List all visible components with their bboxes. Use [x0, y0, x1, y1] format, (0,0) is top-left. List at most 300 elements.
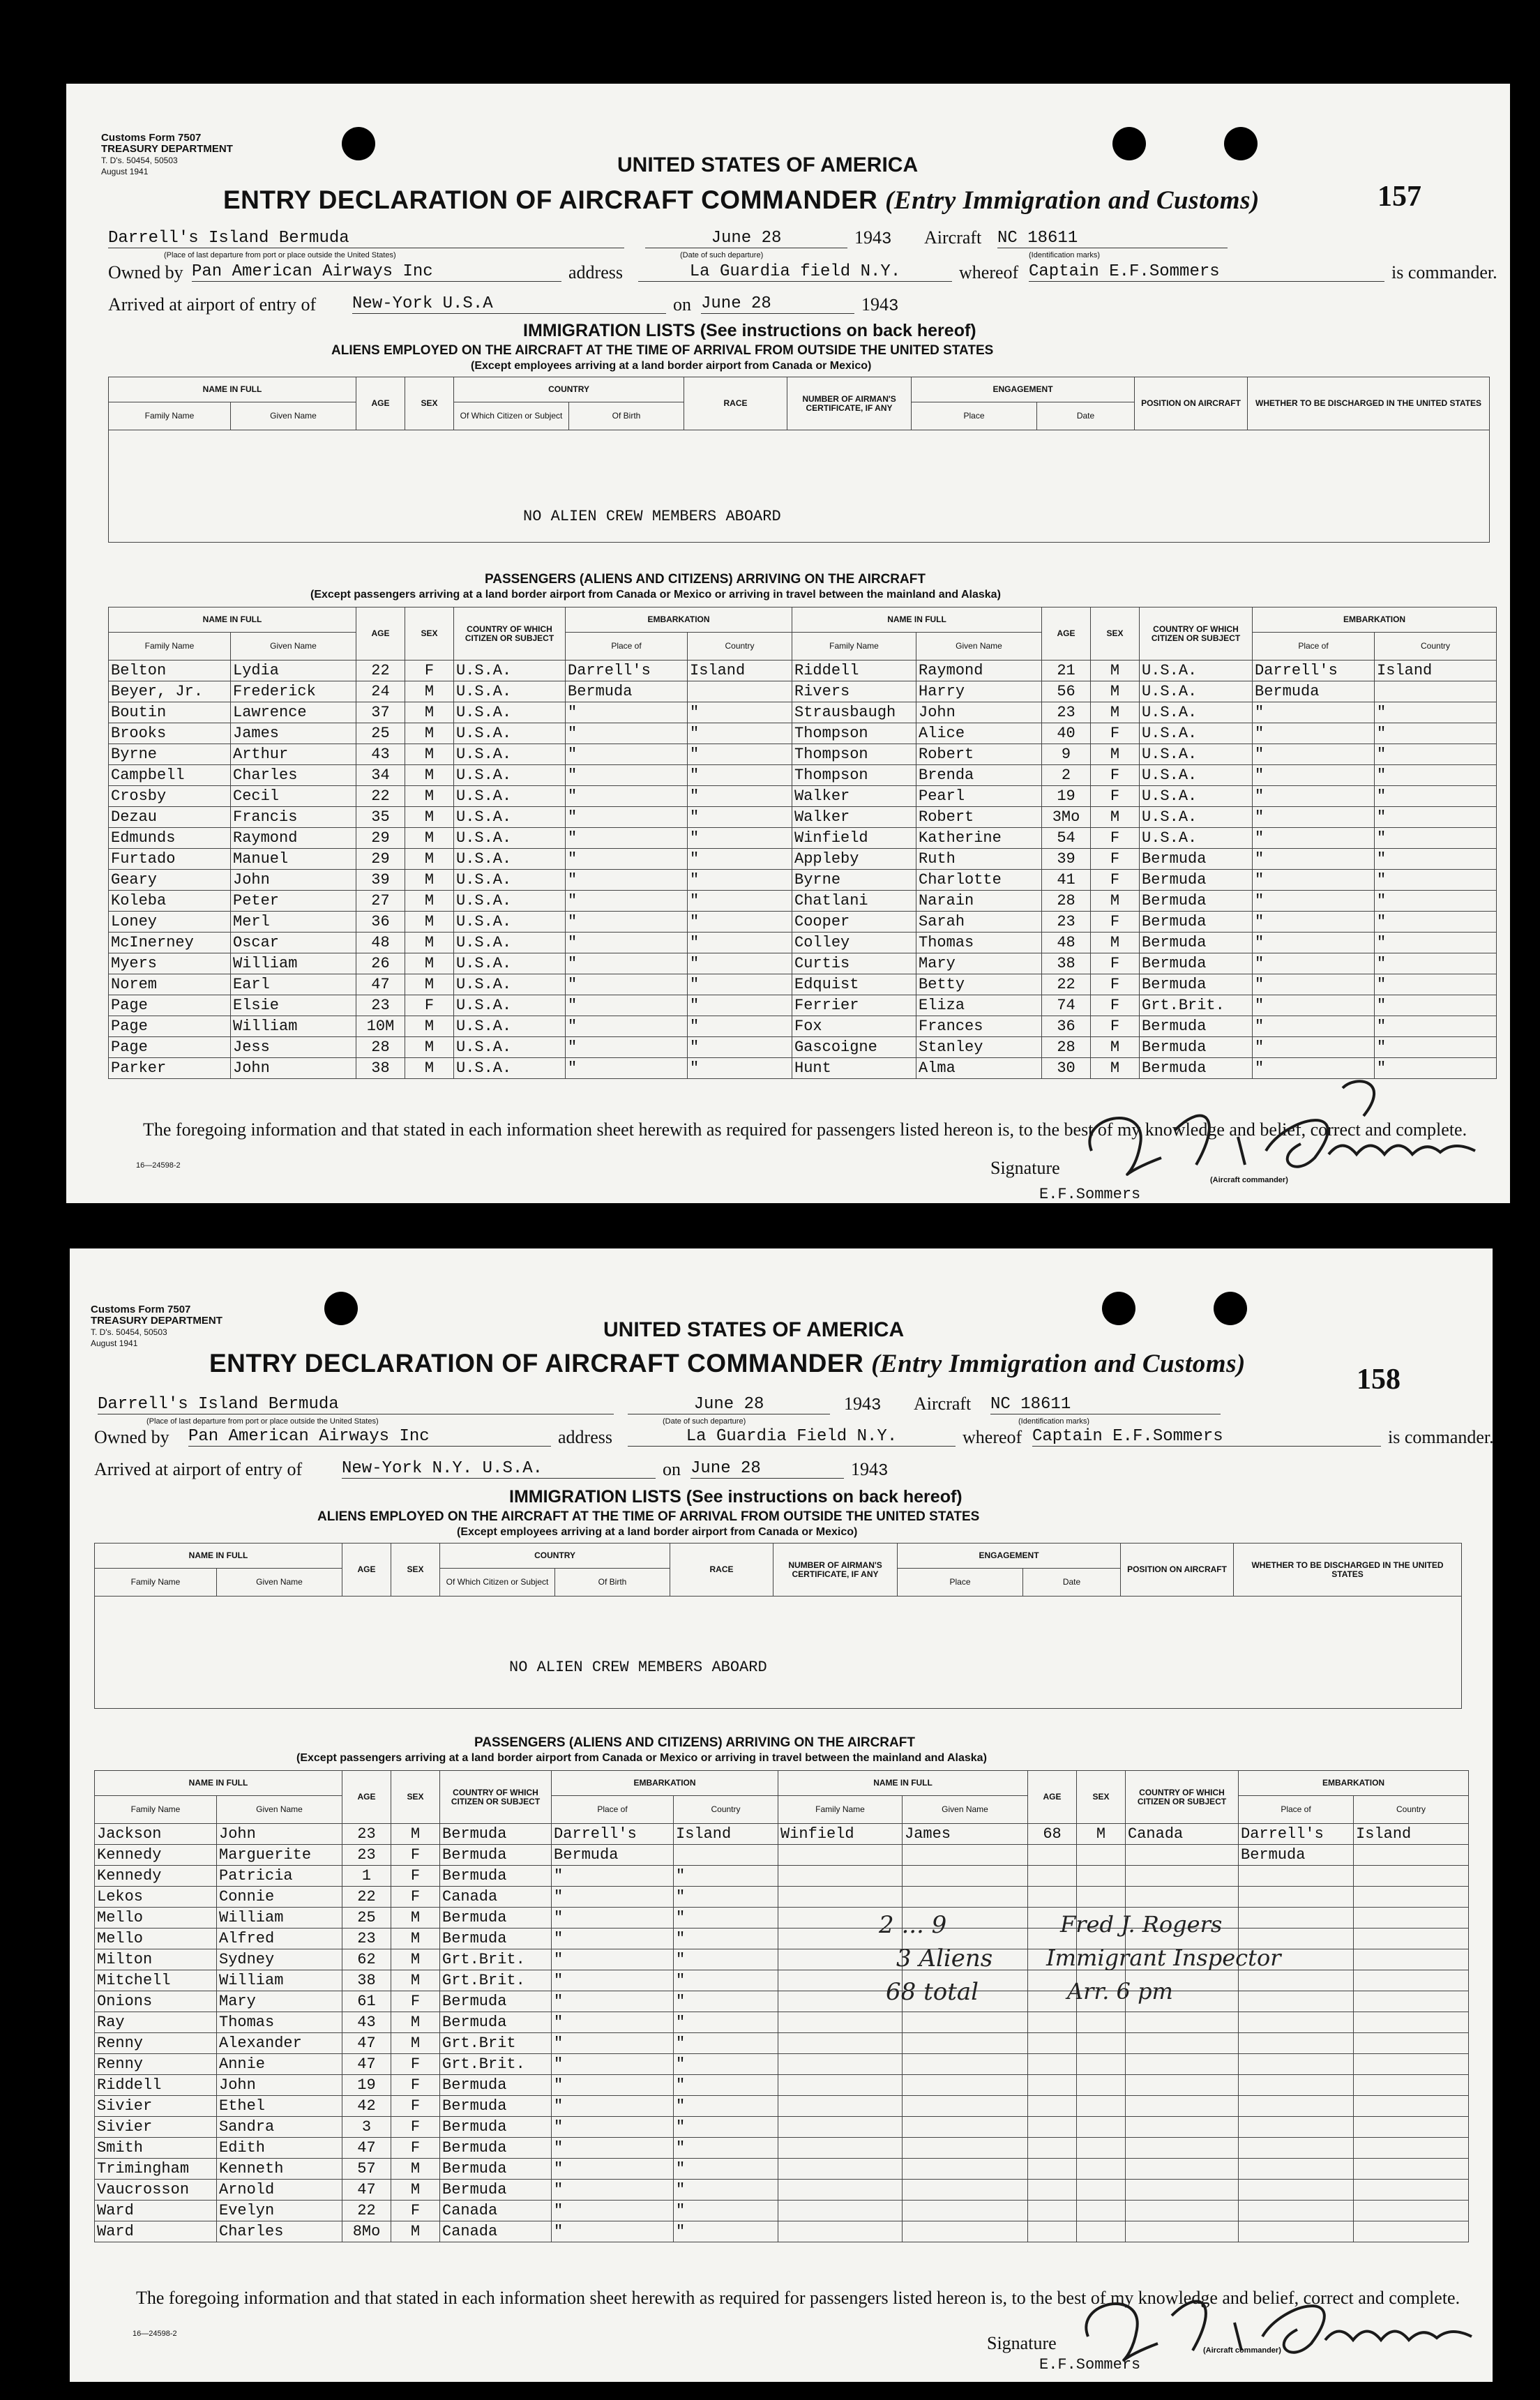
passenger-country: Island [674, 1824, 778, 1845]
passenger-age: 24 [356, 681, 405, 702]
passenger-given: Lydia [231, 661, 356, 681]
passenger-family: Fox [792, 1016, 916, 1037]
passenger-citizen: Bermuda [1140, 849, 1253, 870]
passenger-age: 19 [342, 2075, 391, 2096]
handwritten-inspector-title: Immigrant Inspector [1046, 1945, 1281, 1971]
passenger-family: Smith [95, 2138, 217, 2159]
passenger-family: Thompson [792, 765, 916, 786]
passenger-citizen: U.S.A. [1140, 702, 1253, 723]
table-row [95, 2012, 1469, 2033]
passenger-citizen: Bermuda [1140, 1016, 1253, 1037]
col-discharged: WHETHER TO BE DISCHARGED IN THE UNITED STATES [1248, 377, 1490, 430]
passenger-age: 22 [342, 2201, 391, 2221]
passenger-family: Kennedy [95, 1845, 217, 1866]
passenger-given: Betty [916, 974, 1042, 995]
passenger-country: " [688, 807, 792, 828]
passenger-place: " [552, 2180, 674, 2201]
passenger-age: 47 [342, 2138, 391, 2159]
passenger-place: " [552, 2159, 674, 2180]
country-title: UNITED STATES OF AMERICA [617, 153, 919, 176]
passenger-given: Thomas [916, 933, 1042, 953]
year-prefix: 194 [851, 1459, 878, 1479]
address-label: address [558, 1427, 612, 1447]
passenger-sex: F [405, 995, 454, 1016]
col-family-name: Family Name [778, 1796, 903, 1824]
passenger-country: " [1375, 995, 1497, 1016]
aliens-title: ALIENS EMPLOYED ON THE AIRCRAFT AT THE TIME OF ARRIVAL FROM OUTSIDE THE UNITED STATES [317, 1509, 980, 1524]
passenger-citizen: U.S.A. [454, 933, 566, 953]
table-row [95, 1866, 1469, 1887]
passenger-place [1239, 2075, 1354, 2096]
passenger-citizen: Bermuda [440, 2159, 552, 2180]
passenger-sex: M [405, 744, 454, 765]
passenger-place: " [1253, 744, 1375, 765]
table-row [109, 807, 1497, 828]
passenger-place: Darrell's [1239, 1824, 1354, 1845]
passenger-given [903, 2180, 1028, 2201]
col-given-name: Given Name [231, 402, 356, 430]
passenger-age: 29 [356, 849, 405, 870]
passenger-family: Thompson [792, 723, 916, 744]
passenger-age: 36 [1042, 1016, 1091, 1037]
is-commander-label: is commander. [1391, 262, 1497, 282]
passenger-country: " [674, 2138, 778, 2159]
passenger-age: 3Mo [1042, 807, 1091, 828]
table-row [109, 744, 1497, 765]
passenger-place: " [552, 2012, 674, 2033]
print-code: 16—24598-2 [136, 1161, 181, 1170]
passenger-given: Raymond [231, 828, 356, 849]
passengers-table [94, 1770, 1469, 2242]
passenger-place: " [1253, 1058, 1375, 1079]
passenger-sex: M [405, 786, 454, 807]
passenger-country: " [688, 786, 792, 807]
passenger-citizen: Bermuda [1140, 974, 1253, 995]
passenger-place: " [1253, 933, 1375, 953]
passenger-citizen [1126, 1866, 1239, 1887]
passenger-age: 30 [1042, 1058, 1091, 1079]
col-place: Place [898, 1569, 1023, 1597]
passenger-citizen: U.S.A. [1140, 661, 1253, 681]
passenger-sex: F [391, 2075, 440, 2096]
passenger-country: " [688, 912, 792, 933]
col-name-in-full: NAME IN FULL [109, 377, 356, 402]
passenger-citizen: Bermuda [440, 1845, 552, 1866]
passenger-country [1354, 2221, 1469, 2242]
passenger-family [778, 2033, 903, 2054]
passenger-age: 35 [356, 807, 405, 828]
passenger-place: Bermuda [1253, 681, 1375, 702]
passenger-sex: M [405, 1037, 454, 1058]
passenger-country [1354, 2201, 1469, 2221]
passenger-age: 34 [356, 765, 405, 786]
is-commander-label: is commander. [1388, 1427, 1494, 1447]
aliens-note: (Except employees arriving at a land border airport from Canada or Mexico) [457, 1526, 858, 1538]
passenger-sex: M [405, 891, 454, 912]
passenger-country: " [688, 723, 792, 744]
passenger-citizen: U.S.A. [454, 681, 566, 702]
table-row [95, 1887, 1469, 1908]
treasury-label: TREASURY DEPARTMENT [101, 143, 233, 155]
form-date: August 1941 [91, 1338, 138, 1348]
passenger-age [1028, 2033, 1077, 2054]
address-label: address [568, 262, 623, 282]
passenger-sex: F [1091, 912, 1140, 933]
table-row [109, 849, 1497, 870]
passenger-citizen [1126, 2012, 1239, 2033]
passenger-given: Katherine [916, 828, 1042, 849]
passenger-age: 22 [342, 1887, 391, 1908]
passenger-age: 40 [1042, 723, 1091, 744]
col-country-sub: Country [674, 1796, 778, 1824]
col-name-in-full: NAME IN FULL [109, 607, 356, 633]
passenger-age: 25 [356, 723, 405, 744]
form-number-block [91, 1304, 222, 1349]
passenger-age [1028, 2096, 1077, 2117]
passenger-country: " [688, 933, 792, 953]
whereof-label: whereof [962, 1427, 1022, 1447]
col-place-of: Place of [566, 633, 688, 661]
passenger-place: " [566, 765, 688, 786]
passenger-citizen: U.S.A. [454, 891, 566, 912]
passenger-place: " [552, 1949, 674, 1970]
passengers-note: (Except passengers arriving at a land border airport from Canada or Mexico or arriving in travel between the mainland and Alaska) [296, 1752, 987, 1764]
passenger-family [778, 1949, 903, 1970]
passenger-given [903, 2033, 1028, 2054]
passenger-place: " [566, 953, 688, 974]
col-given-name: Given Name [231, 633, 356, 661]
passenger-family: Campbell [109, 765, 231, 786]
passenger-given: Alfred [217, 1929, 342, 1949]
passenger-place: " [552, 2054, 674, 2075]
passenger-country: " [674, 2117, 778, 2138]
col-country: COUNTRY [454, 377, 684, 402]
passenger-given: Raymond [916, 661, 1042, 681]
passenger-place: " [566, 974, 688, 995]
passenger-given: Arthur [231, 744, 356, 765]
col-sex: SEX [1091, 607, 1140, 661]
passenger-place: " [566, 1037, 688, 1058]
passenger-age: 38 [356, 1058, 405, 1079]
col-discharged: WHETHER TO BE DISCHARGED IN THE UNITED STATES [1234, 1544, 1462, 1597]
signature-label: Signature [990, 1158, 1060, 1178]
form-number: Customs Form 7507 [91, 1304, 191, 1315]
col-sex: SEX [391, 1544, 440, 1597]
table-row [95, 2138, 1469, 2159]
arrival-airport: New-York N.Y. U.S.A. [342, 1459, 656, 1479]
table-row [109, 891, 1497, 912]
passenger-citizen: Bermuda [440, 1908, 552, 1929]
passenger-given [903, 2221, 1028, 2242]
passenger-age: 3 [342, 2117, 391, 2138]
passenger-place: " [566, 786, 688, 807]
passenger-place [1239, 2221, 1354, 2242]
col-given-name: Given Name [217, 1569, 342, 1597]
passenger-citizen: U.S.A. [1140, 786, 1253, 807]
passenger-age: 47 [342, 2033, 391, 2054]
passenger-age: 61 [342, 1991, 391, 2012]
aircraft-id: NC 18611 [990, 1395, 1221, 1414]
passenger-citizen: Grt.Brit. [440, 1970, 552, 1991]
col-age: AGE [1042, 607, 1091, 661]
passenger-place: " [1253, 849, 1375, 870]
table-row [109, 765, 1497, 786]
passenger-country [1354, 2075, 1469, 2096]
passenger-given: Lawrence [231, 702, 356, 723]
passenger-country: " [688, 1016, 792, 1037]
passenger-country [688, 681, 792, 702]
passenger-place: Bermuda [552, 1845, 674, 1866]
passenger-citizen: U.S.A. [454, 765, 566, 786]
passenger-age [1028, 2075, 1077, 2096]
passenger-given [903, 2075, 1028, 2096]
passenger-family: Sivier [95, 2117, 217, 2138]
passenger-citizen: U.S.A. [454, 702, 566, 723]
passenger-sex: M [391, 2221, 440, 2242]
passenger-citizen: Bermuda [440, 1866, 552, 1887]
aircraft-label: Aircraft [924, 227, 982, 248]
passenger-age: 25 [342, 1908, 391, 1929]
passenger-country [1354, 2159, 1469, 2180]
commander: Captain E.F.Sommers [1032, 1427, 1381, 1447]
handwritten-inspector-name: Fred J. Rogers [1060, 1911, 1223, 1938]
col-place-of: Place of [1239, 1796, 1354, 1824]
passenger-country: " [688, 974, 792, 995]
passengers-title: PASSENGERS (ALIENS AND CITIZENS) ARRIVING ON THE AIRCRAFT [485, 572, 926, 587]
passenger-place: " [566, 849, 688, 870]
title-paren: (Entry Immigration and Customs) [871, 1350, 1246, 1378]
passenger-family: Walker [792, 807, 916, 828]
passenger-place: " [1253, 1016, 1375, 1037]
page-number: 158 [1357, 1364, 1401, 1396]
passenger-given: James [903, 1824, 1028, 1845]
passenger-family: Hunt [792, 1058, 916, 1079]
title-paren: (Entry Immigration and Customs) [885, 186, 1260, 215]
passenger-country: Island [1354, 1824, 1469, 1845]
passenger-country: " [1375, 807, 1497, 828]
passenger-citizen: Bermuda [1140, 870, 1253, 891]
passenger-given: Frances [916, 1016, 1042, 1037]
passenger-family: Milton [95, 1949, 217, 1970]
passenger-place: " [1253, 723, 1375, 744]
passenger-citizen: Canada [1126, 1824, 1239, 1845]
passenger-citizen [1126, 2054, 1239, 2075]
passenger-family: Thompson [792, 744, 916, 765]
passenger-age [1028, 2054, 1077, 2075]
table-row [109, 953, 1497, 974]
passenger-age: 21 [1042, 661, 1091, 681]
passenger-age: 26 [356, 953, 405, 974]
date-note: (Date of such departure) [663, 1417, 746, 1426]
passenger-age: 27 [356, 891, 405, 912]
passenger-age: 29 [356, 828, 405, 849]
col-date: Date [1023, 1569, 1121, 1597]
passenger-country: " [674, 2054, 778, 2075]
passenger-country: " [1375, 849, 1497, 870]
passenger-country [1354, 2117, 1469, 2138]
title-main: ENTRY DECLARATION OF AIRCRAFT COMMANDER [209, 1349, 864, 1378]
passenger-age: 39 [356, 870, 405, 891]
col-country-citizen: COUNTRY OF WHICH CITIZEN OR SUBJECT [440, 1771, 552, 1824]
passenger-place: " [552, 1970, 674, 1991]
passenger-place [1239, 1970, 1354, 1991]
passenger-citizen [1126, 2201, 1239, 2221]
passenger-given: Francis [231, 807, 356, 828]
table-row [109, 786, 1497, 807]
commander-signature [1064, 1074, 1510, 1186]
passenger-country: " [688, 1037, 792, 1058]
passenger-citizen: Bermuda [1140, 891, 1253, 912]
col-family-name: Family Name [95, 1796, 217, 1824]
passenger-citizen: Bermuda [440, 1824, 552, 1845]
passenger-place [1239, 2159, 1354, 2180]
commander-note: (Aircraft commander) [1203, 2346, 1281, 2355]
passengers-title: PASSENGERS (ALIENS AND CITIZENS) ARRIVING ON THE AIRCRAFT [474, 1735, 915, 1750]
handwritten-count: 2 ... 9 [879, 1911, 947, 1939]
passenger-country: " [1375, 786, 1497, 807]
passenger-country: " [688, 702, 792, 723]
passenger-citizen [1126, 1845, 1239, 1866]
passenger-given: Thomas [217, 2012, 342, 2033]
passenger-sex [1077, 2138, 1126, 2159]
passenger-age [1028, 1866, 1077, 1887]
passenger-country [1354, 1949, 1469, 1970]
year-prefix: 194 [861, 294, 889, 315]
table-row [95, 2033, 1469, 2054]
passenger-family [778, 2138, 903, 2159]
passenger-sex [1077, 1845, 1126, 1866]
passenger-family: Byrne [109, 744, 231, 765]
col-embarkation: EMBARKATION [552, 1771, 778, 1796]
passenger-sex: M [391, 2159, 440, 2180]
passenger-country [1354, 1887, 1469, 1908]
passenger-given: Jess [231, 1037, 356, 1058]
passenger-country: " [674, 2159, 778, 2180]
passenger-citizen: U.S.A. [1140, 828, 1253, 849]
passenger-sex: M [405, 807, 454, 828]
col-family-name: Family Name [95, 1569, 217, 1597]
passenger-family: Loney [109, 912, 231, 933]
col-place-of: Place of [1253, 633, 1375, 661]
passenger-age [1028, 1845, 1077, 1866]
passenger-family: Trimingham [95, 2159, 217, 2180]
passenger-given [903, 2096, 1028, 2117]
passenger-given [903, 2117, 1028, 2138]
passenger-family: Beyer, Jr. [109, 681, 231, 702]
passenger-sex: M [391, 2033, 440, 2054]
passenger-sex: F [1091, 1016, 1140, 1037]
whereof-label: whereof [959, 262, 1019, 282]
passenger-family: Ferrier [792, 995, 916, 1016]
passenger-country: " [688, 995, 792, 1016]
passenger-sex: M [405, 849, 454, 870]
passenger-given: William [217, 1970, 342, 1991]
passenger-age: 62 [342, 1949, 391, 1970]
passenger-citizen: U.S.A. [454, 744, 566, 765]
passenger-citizen: U.S.A. [454, 661, 566, 681]
passenger-place [1239, 2096, 1354, 2117]
passenger-given: Annie [217, 2054, 342, 2075]
passenger-place: " [1253, 765, 1375, 786]
passenger-sex [1077, 2221, 1126, 2242]
passenger-family: Walker [792, 786, 916, 807]
passenger-family: Lekos [95, 1887, 217, 1908]
passenger-family: Renny [95, 2054, 217, 2075]
passenger-place: " [1253, 702, 1375, 723]
passenger-country: " [688, 765, 792, 786]
passenger-sex: M [391, 1970, 440, 1991]
passenger-place: " [1253, 828, 1375, 849]
passenger-place: " [566, 891, 688, 912]
declaration-sheet-157 [66, 84, 1510, 1203]
table-row [95, 2159, 1469, 2180]
passenger-citizen: Bermuda [1140, 1037, 1253, 1058]
passenger-given: John [231, 870, 356, 891]
passenger-sex: M [391, 1824, 440, 1845]
departure-date: June 28 [628, 1395, 830, 1414]
passenger-sex: M [405, 765, 454, 786]
aliens-title: ALIENS EMPLOYED ON THE AIRCRAFT AT THE TIME OF ARRIVAL FROM OUTSIDE THE UNITED STATES [331, 343, 994, 358]
passenger-sex [1077, 2201, 1126, 2221]
passenger-given: Merl [231, 912, 356, 933]
passenger-sex: M [1077, 1824, 1126, 1845]
passenger-age: 23 [342, 1824, 391, 1845]
passenger-age: 47 [356, 974, 405, 995]
col-country-citizen: COUNTRY OF WHICH CITIZEN OR SUBJECT [1140, 607, 1253, 661]
passenger-age: 22 [1042, 974, 1091, 995]
arrival-date: June 28 [690, 1459, 844, 1479]
immigration-title [523, 321, 976, 341]
col-age: AGE [342, 1544, 391, 1597]
arrival-airport: New-York U.S.A [352, 294, 666, 314]
punch-hole [342, 127, 375, 160]
passenger-citizen: U.S.A. [454, 953, 566, 974]
passenger-country: " [674, 2201, 778, 2221]
col-name-in-full: NAME IN FULL [778, 1771, 1028, 1796]
aircraft-id: NC 18611 [997, 229, 1228, 248]
year-prefix: 194 [854, 227, 882, 248]
form-title [223, 186, 1260, 216]
passenger-country [1354, 1929, 1469, 1949]
passenger-place: " [552, 1887, 674, 1908]
passenger-citizen: Bermuda [440, 2096, 552, 2117]
passenger-age: 28 [356, 1037, 405, 1058]
passenger-sex: M [1091, 744, 1140, 765]
year-suffix: 3 [889, 297, 899, 316]
table-row [95, 1970, 1469, 1991]
passenger-citizen: U.S.A. [454, 1016, 566, 1037]
passenger-family: Furtado [109, 849, 231, 870]
passenger-given: Sydney [217, 1949, 342, 1970]
commander: Captain E.F.Sommers [1029, 262, 1384, 282]
passenger-country: " [1375, 744, 1497, 765]
passenger-country: Island [1375, 661, 1497, 681]
passenger-citizen: Grt.Brit. [1140, 995, 1253, 1016]
passenger-age [1028, 2180, 1077, 2201]
passenger-sex: F [391, 1887, 440, 1908]
passenger-place: " [552, 1991, 674, 2012]
passenger-family: Sivier [95, 2096, 217, 2117]
crew-note: NO ALIEN CREW MEMBERS ABOARD [509, 1659, 767, 1676]
passenger-place [1239, 2033, 1354, 2054]
table-row [95, 1991, 1469, 2012]
table-row [95, 2221, 1469, 2242]
col-position: POSITION ON AIRCRAFT [1135, 377, 1248, 430]
col-sex: SEX [1077, 1771, 1126, 1824]
commander-note: (Aircraft commander) [1210, 1176, 1288, 1184]
passenger-sex: F [1091, 723, 1140, 744]
passenger-given [903, 1845, 1028, 1866]
